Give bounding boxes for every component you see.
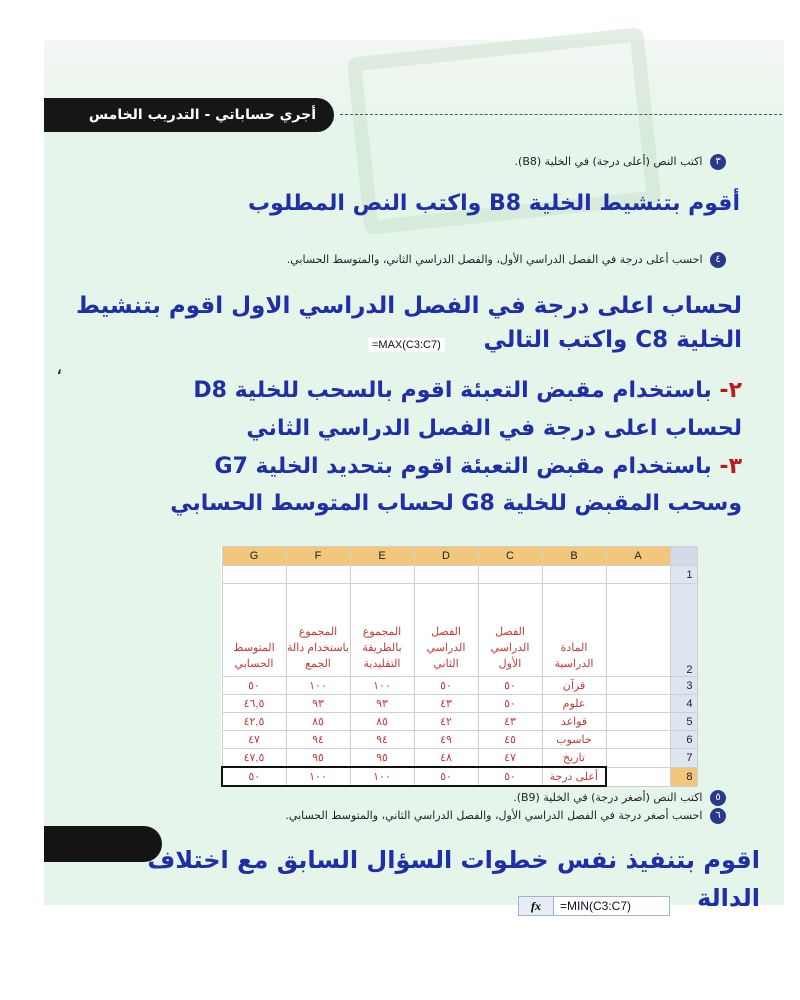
cell[interactable] [414, 566, 478, 584]
answer-3-number: ٢- [719, 378, 742, 403]
cell[interactable] [606, 695, 670, 713]
cell[interactable]: تاريخ [542, 749, 606, 768]
cell[interactable]: ٤٨ [414, 749, 478, 768]
column-header-a[interactable]: A [606, 547, 670, 566]
step-text: اكتب النص (أصغر درجة) في الخلية (B9). [513, 791, 703, 804]
column-header-f[interactable]: F [286, 547, 350, 566]
cell[interactable]: ٤٣ [478, 713, 542, 731]
cell[interactable] [606, 749, 670, 768]
row-number[interactable]: 1 [670, 566, 697, 584]
table-row [222, 731, 697, 749]
column-header-g[interactable]: G [222, 547, 286, 566]
cell[interactable]: ٥٠ [414, 677, 478, 695]
step-text: احسب أعلى درجة في الفصل الدراسي الأول، والفصل الدراسي الثاني، والمتوسط الحسابي. [286, 253, 703, 266]
cell[interactable]: ٥٠ [478, 767, 542, 786]
cell[interactable]: ١٠٠ [286, 767, 350, 786]
cell[interactable]: ٩٣ [350, 695, 414, 713]
step-4 [287, 252, 726, 268]
cell[interactable]: ٥٠ [414, 767, 478, 786]
table-row [222, 566, 697, 584]
table-row-selected [222, 767, 697, 786]
row-number[interactable]: 6 [670, 731, 697, 749]
step-6 [285, 808, 726, 824]
cell[interactable]: ٥٠ [478, 677, 542, 695]
table-row [222, 584, 697, 677]
cell[interactable]: ٥٠ [222, 677, 286, 695]
answer-3-line-2: لحساب اعلى درجة في الفصل الدراسي الثاني [246, 416, 742, 441]
step-number-icon: ٥ [710, 790, 726, 806]
answer-5-line-1: اقوم بتنفيذ نفس خطوات السؤال السابق مع اختلاف [147, 846, 760, 874]
select-all-corner[interactable] [670, 547, 697, 566]
cell[interactable]: ٤٢,٥ [222, 713, 286, 731]
cell[interactable] [606, 584, 670, 677]
cell[interactable] [286, 566, 350, 584]
answer-1: أقوم بتنشيط الخلية B8 واكتب النص المطلوب [248, 191, 740, 216]
answer-3-text: باستخدام مقبض التعبئة اقوم بالسحب للخلية D8 [193, 378, 720, 403]
row-number[interactable]: 2 [670, 584, 697, 677]
row-number[interactable]: 4 [670, 695, 697, 713]
answer-2-line-2: الخلية C8 واكتب التالي [483, 327, 742, 353]
cell[interactable]: ٩٥ [286, 749, 350, 768]
cell[interactable]: قرآن [542, 677, 606, 695]
cell[interactable] [542, 566, 606, 584]
answer-4-line-1 [215, 449, 742, 485]
cell[interactable]: ٤٢ [414, 713, 478, 731]
cell[interactable] [350, 566, 414, 584]
cell[interactable]: ٥٠ [478, 695, 542, 713]
table-row [222, 695, 697, 713]
header-cell-d[interactable]: الفصل الدراسي الثاني [414, 584, 478, 677]
row-number[interactable]: 5 [670, 713, 697, 731]
step-number-icon: ٣ [710, 154, 726, 170]
column-header-c[interactable]: C [478, 547, 542, 566]
cell[interactable] [606, 713, 670, 731]
cell[interactable] [606, 767, 670, 786]
cell[interactable]: ٤٩ [414, 731, 478, 749]
cell[interactable]: ٤٧ [222, 731, 286, 749]
step-number-icon: ٤ [710, 252, 726, 268]
cell[interactable]: ٥٠ [222, 767, 286, 786]
cell[interactable]: ٩٤ [350, 731, 414, 749]
cell[interactable]: ٤٦,٥ [222, 695, 286, 713]
cell[interactable]: ٨٥ [286, 713, 350, 731]
row-number[interactable]: 7 [670, 749, 697, 768]
header-cell-g[interactable]: المتوسط الحسابي [222, 584, 286, 677]
min-formula[interactable]: =MIN(C3:C7) [560, 899, 632, 913]
header-cell-c[interactable]: الفصل الدراسي الأول [478, 584, 542, 677]
step-text: احسب أصغر درجة في الفصل الدراسي الأول، والفصل الدراسي الثاني، والمتوسط الحسابي. [285, 809, 703, 822]
answer-4-text: باستخدام مقبض التعبئة اقوم بتحديد الخلية G7 [214, 454, 720, 479]
spreadsheet [221, 546, 698, 787]
answer-2-line-1: لحساب اعلى درجة في الفصل الدراسي الاول اقوم بتنشيط [76, 293, 742, 319]
row-number[interactable]: 8 [670, 767, 697, 786]
header-cell-e[interactable]: المجموع بالطريقة التقليدية [350, 584, 414, 677]
table-row [222, 677, 697, 695]
step-text: اكتب النص (أعلى درجة) في الخلية (B8). [514, 155, 703, 168]
column-header-d[interactable]: D [414, 547, 478, 566]
header-divider [340, 114, 782, 115]
step-number-icon: ٦ [710, 808, 726, 824]
column-header-b[interactable]: B [542, 547, 606, 566]
cell[interactable]: علوم [542, 695, 606, 713]
cell[interactable] [606, 566, 670, 584]
column-header-row [222, 547, 697, 566]
cell[interactable] [478, 566, 542, 584]
decorative-tab [44, 826, 162, 862]
cell[interactable]: ٩٣ [286, 695, 350, 713]
header-cell-f[interactable]: المجموع باستخدام دالة الجمع [286, 584, 350, 677]
cell[interactable]: ١٠٠ [350, 767, 414, 786]
answer-5-line-2: الدالة [697, 884, 760, 912]
fx-icon: fx [519, 897, 554, 915]
cell[interactable]: ٤٥ [478, 731, 542, 749]
cell[interactable]: ٤٣ [414, 695, 478, 713]
header-cell-b[interactable]: المادة الدراسية [542, 584, 606, 677]
step-5 [513, 790, 726, 806]
table-row [222, 713, 697, 731]
column-header-e[interactable]: E [350, 547, 414, 566]
table-row [222, 749, 697, 768]
cell[interactable]: قواعد [542, 713, 606, 731]
row-number[interactable]: 3 [670, 677, 697, 695]
answer-4-line-2: وسحب المقبض للخلية G8 لحساب المتوسط الحسابي [170, 491, 742, 516]
answer-3-line-1 [193, 373, 742, 409]
cell[interactable] [606, 677, 670, 695]
cell[interactable] [606, 731, 670, 749]
section-header [44, 98, 334, 132]
cell[interactable]: ٤٧ [478, 749, 542, 768]
cell[interactable]: ٩٤ [286, 731, 350, 749]
cell[interactable]: ١٠٠ [286, 677, 350, 695]
cell[interactable] [222, 566, 286, 584]
step-3 [515, 154, 726, 170]
max-formula: =MAX(C3:C7) [368, 338, 445, 352]
cell[interactable]: ٨٥ [350, 713, 414, 731]
formula-bar [518, 896, 670, 916]
cell[interactable]: حاسوب [542, 731, 606, 749]
cell[interactable]: ١٠٠ [350, 677, 414, 695]
answer-4-number: ٣- [719, 454, 742, 479]
cell[interactable]: ٩٥ [350, 749, 414, 768]
stray-comma: ، [56, 355, 63, 379]
cell[interactable]: أعلى درجة [542, 767, 606, 786]
cell[interactable]: ٤٧,٥ [222, 749, 286, 768]
section-title: أجري حساباتي - التدريب الخامس [88, 107, 316, 123]
